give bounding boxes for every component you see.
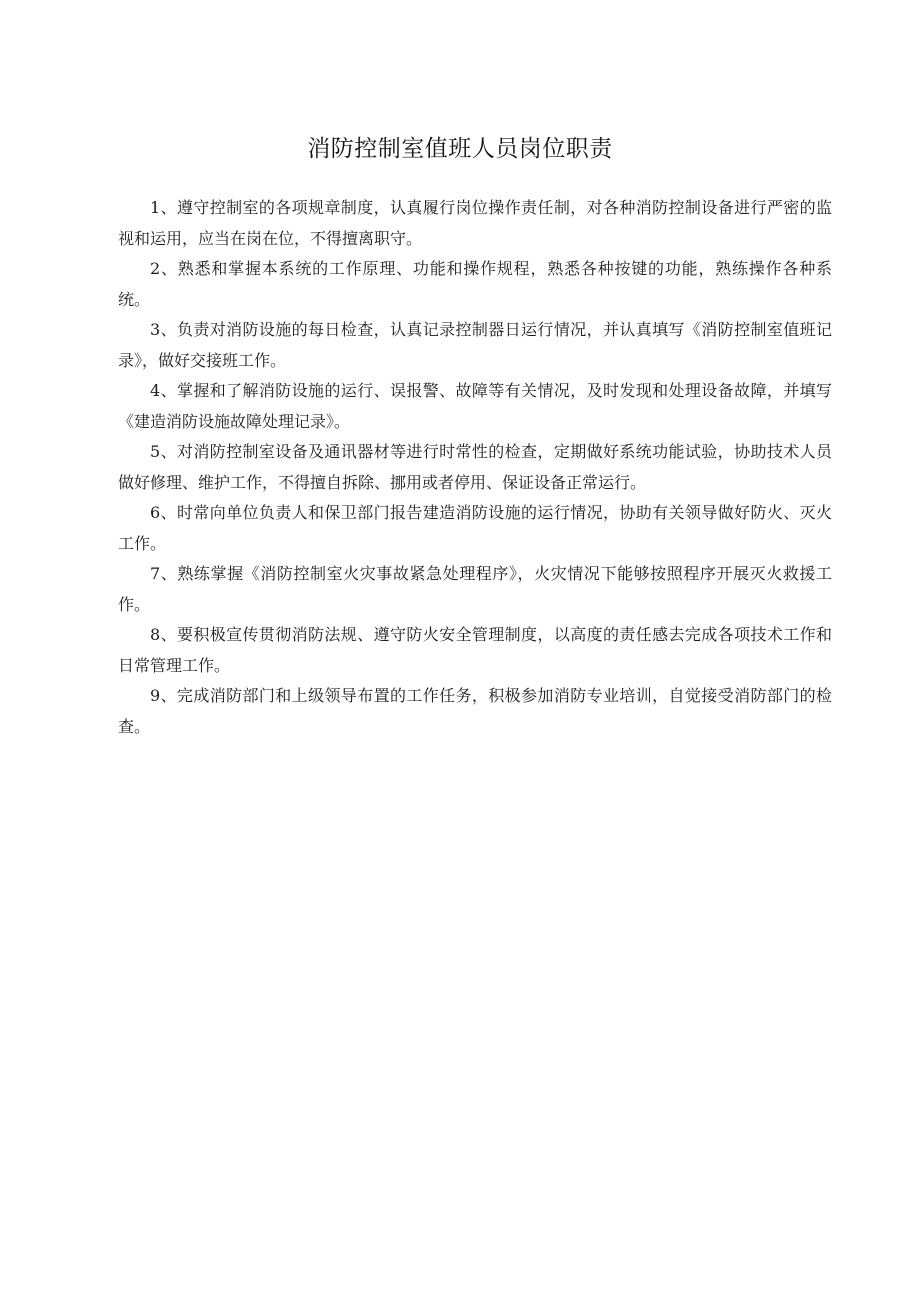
- clause-7: 7、熟练掌握《消防控制室火灾事故紧急处理程序》，火灾情况下能够按照程序开展灭火救援工作。: [118, 564, 832, 614]
- clause-1: 1、遵守控制室的各项规章制度，认真履行岗位操作责任制，对各种消防控制设备进行严密的监视和运用，应当在岗在位，不得擅离职守。: [118, 198, 832, 248]
- clause-6: 6、时常向单位负责人和保卫部门报告建造消防设施的运行情况，协助有关领导做好防火、灭火工作。: [118, 503, 832, 553]
- clause-2: 2、熟悉和掌握本系统的工作原理、功能和操作规程，熟悉各种按键的功能，熟练操作各种系统。: [118, 259, 832, 309]
- clause-8: 8、要积极宣传贯彻消防法规、遵守防火安全管理制度，以高度的责任感去完成各项技术工作和日常管理工作。: [118, 625, 832, 675]
- clause-4: 4、掌握和了解消防设施的运行、误报警、故障等有关情况，及时发现和处理设备故障，并填写《建造消防设施故障处理记录》。: [118, 381, 832, 431]
- clause-5: 5、对消防控制室设备及通讯器材等进行时常性的检查，定期做好系统功能试验，协助技术人员做好修理、维护工作，不得擅自拆除、挪用或者停用、保证设备正常运行。: [118, 442, 832, 492]
- document-body: [118, 193, 832, 742]
- clause-3: 3、负责对消防设施的每日检查，认真记录控制器日运行情况，并认真填写《消防控制室值班记录》，做好交接班工作。: [118, 320, 832, 370]
- clause-9: 9、完成消防部门和上级领导布置的工作任务，积极参加消防专业培训，自觉接受消防部门的检查。: [118, 686, 832, 736]
- document-title: 消防控制室值班人员岗位职责: [307, 136, 613, 162]
